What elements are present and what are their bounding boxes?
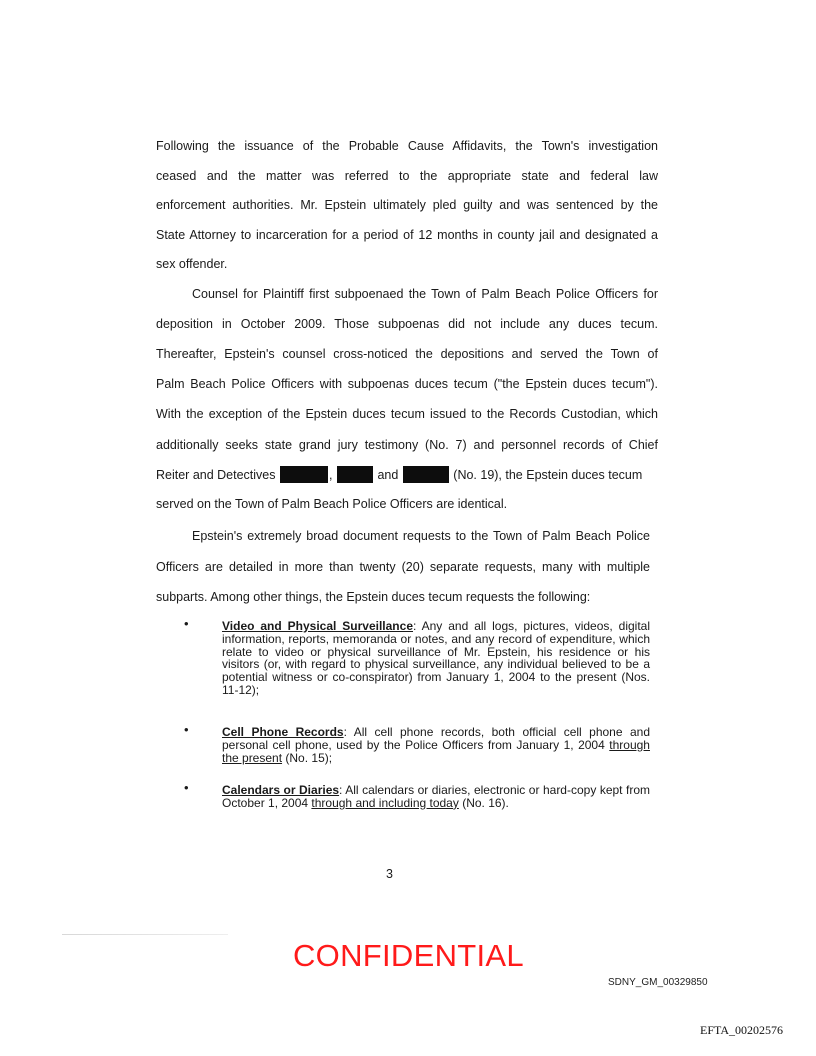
paragraph2-line-6: additionally seeks state grand jury testimony (No. 7) and personnel records of Chief bbox=[156, 438, 658, 452]
bullet-cell-phone-records bbox=[222, 726, 650, 764]
paragraph2-line-3: Thereafter, Epstein's counsel cross-noticed the depositions and served the Town of bbox=[156, 347, 658, 361]
bates-number: SDNY_GM_00329850 bbox=[608, 977, 708, 988]
redaction-box bbox=[280, 466, 328, 483]
bullet-colon: : bbox=[343, 725, 347, 739]
efta-number: EFTA_00202576 bbox=[700, 1023, 784, 1037]
page-number: 3 bbox=[386, 867, 393, 881]
bullet-text: All cell phone records, both official cell phone and personal cell phone, used by the Police Officers from January 1, 2004 bbox=[222, 725, 650, 752]
bullet-underlined-text: through and including today bbox=[311, 795, 459, 810]
paragraph1-line-3: enforcement authorities. Mr. Epstein ultimately pled guilty and was sentenced by the bbox=[156, 198, 658, 212]
line7-start-text: Reiter and Detectives bbox=[156, 468, 276, 482]
scan-artifact-line bbox=[62, 934, 228, 935]
bullet-text: Any and all logs, pictures, videos, digital information, reports, memoranda or notes, and any record of expenditure, which relate to video or physical surveillance of Mr. Epstein, his residence or his visitors (or, with regard to physical surveillance, any individual believed to be a potential witness or co-conspirator) from January 1, 2004 to the present (Nos. 11-12); bbox=[222, 619, 650, 697]
bullet-calendars-diaries bbox=[222, 784, 650, 810]
paragraph3-line-1: Epstein's extremely broad document requests to the Town of Palm Beach Police bbox=[192, 529, 650, 543]
confidential-stamp: CONFIDENTIAL bbox=[293, 938, 524, 973]
paragraph3-line-2: Officers are detailed in more than twenty (20) separate requests, many with multiple bbox=[156, 560, 650, 574]
line7-comma: , bbox=[329, 468, 333, 482]
bullet-tail-text: (No. 15); bbox=[285, 750, 333, 765]
paragraph2-line-8: served on the Town of Palm Beach Police Officers are identical. bbox=[156, 497, 508, 511]
line7-and-text: and bbox=[377, 468, 399, 482]
bullet-video-surveillance bbox=[222, 620, 650, 697]
redaction-box bbox=[337, 466, 373, 483]
bullet-marker: • bbox=[184, 616, 189, 631]
bullet-marker: • bbox=[184, 722, 189, 737]
bullet-text: All calendars or diaries, electronic or hard-copy kept from October 1, 2004 bbox=[222, 783, 651, 810]
paragraph1-line-4: State Attorney to incarceration for a period of 12 months in county jail and designated a bbox=[156, 228, 658, 242]
bullet-colon: : bbox=[339, 783, 343, 797]
line7-end-text: (No. 19), the Epstein duces tecum bbox=[453, 468, 643, 482]
paragraph2-line-5: With the exception of the Epstein duces tecum issued to the Records Custodian, which bbox=[156, 407, 658, 421]
bullet-marker: • bbox=[184, 780, 189, 795]
bullet-underlined-text: through the present bbox=[222, 737, 650, 765]
bullet-colon: : bbox=[413, 619, 417, 633]
bullet-tail-text: (No. 16). bbox=[462, 795, 509, 810]
bullet-heading: Cell Phone Records bbox=[222, 725, 344, 739]
paragraph1-line-5: sex offender. bbox=[156, 257, 228, 271]
paragraph2-line-4: Palm Beach Police Officers with subpoenas duces tecum ("the Epstein duces tecum"). bbox=[156, 377, 658, 391]
bullet-heading: Video and Physical Surveillance bbox=[222, 619, 413, 633]
paragraph1-line-2: ceased and the matter was referred to the appropriate state and federal law bbox=[156, 169, 658, 183]
paragraph2-line-2: deposition in October 2009. Those subpoenas did not include any duces tecum. bbox=[156, 317, 658, 331]
redaction-box bbox=[403, 466, 449, 483]
paragraph1-line-1: Following the issuance of the Probable Cause Affidavits, the Town's investigation bbox=[156, 139, 658, 153]
paragraph2-line-1: Counsel for Plaintiff first subpoenaed the Town of Palm Beach Police Officers for bbox=[192, 287, 658, 301]
paragraph3-line-3: subparts. Among other things, the Epstein duces tecum requests the following: bbox=[156, 590, 591, 604]
paragraph2-line-7 bbox=[156, 466, 652, 483]
bullet-heading: Calendars or Diaries bbox=[222, 783, 340, 797]
